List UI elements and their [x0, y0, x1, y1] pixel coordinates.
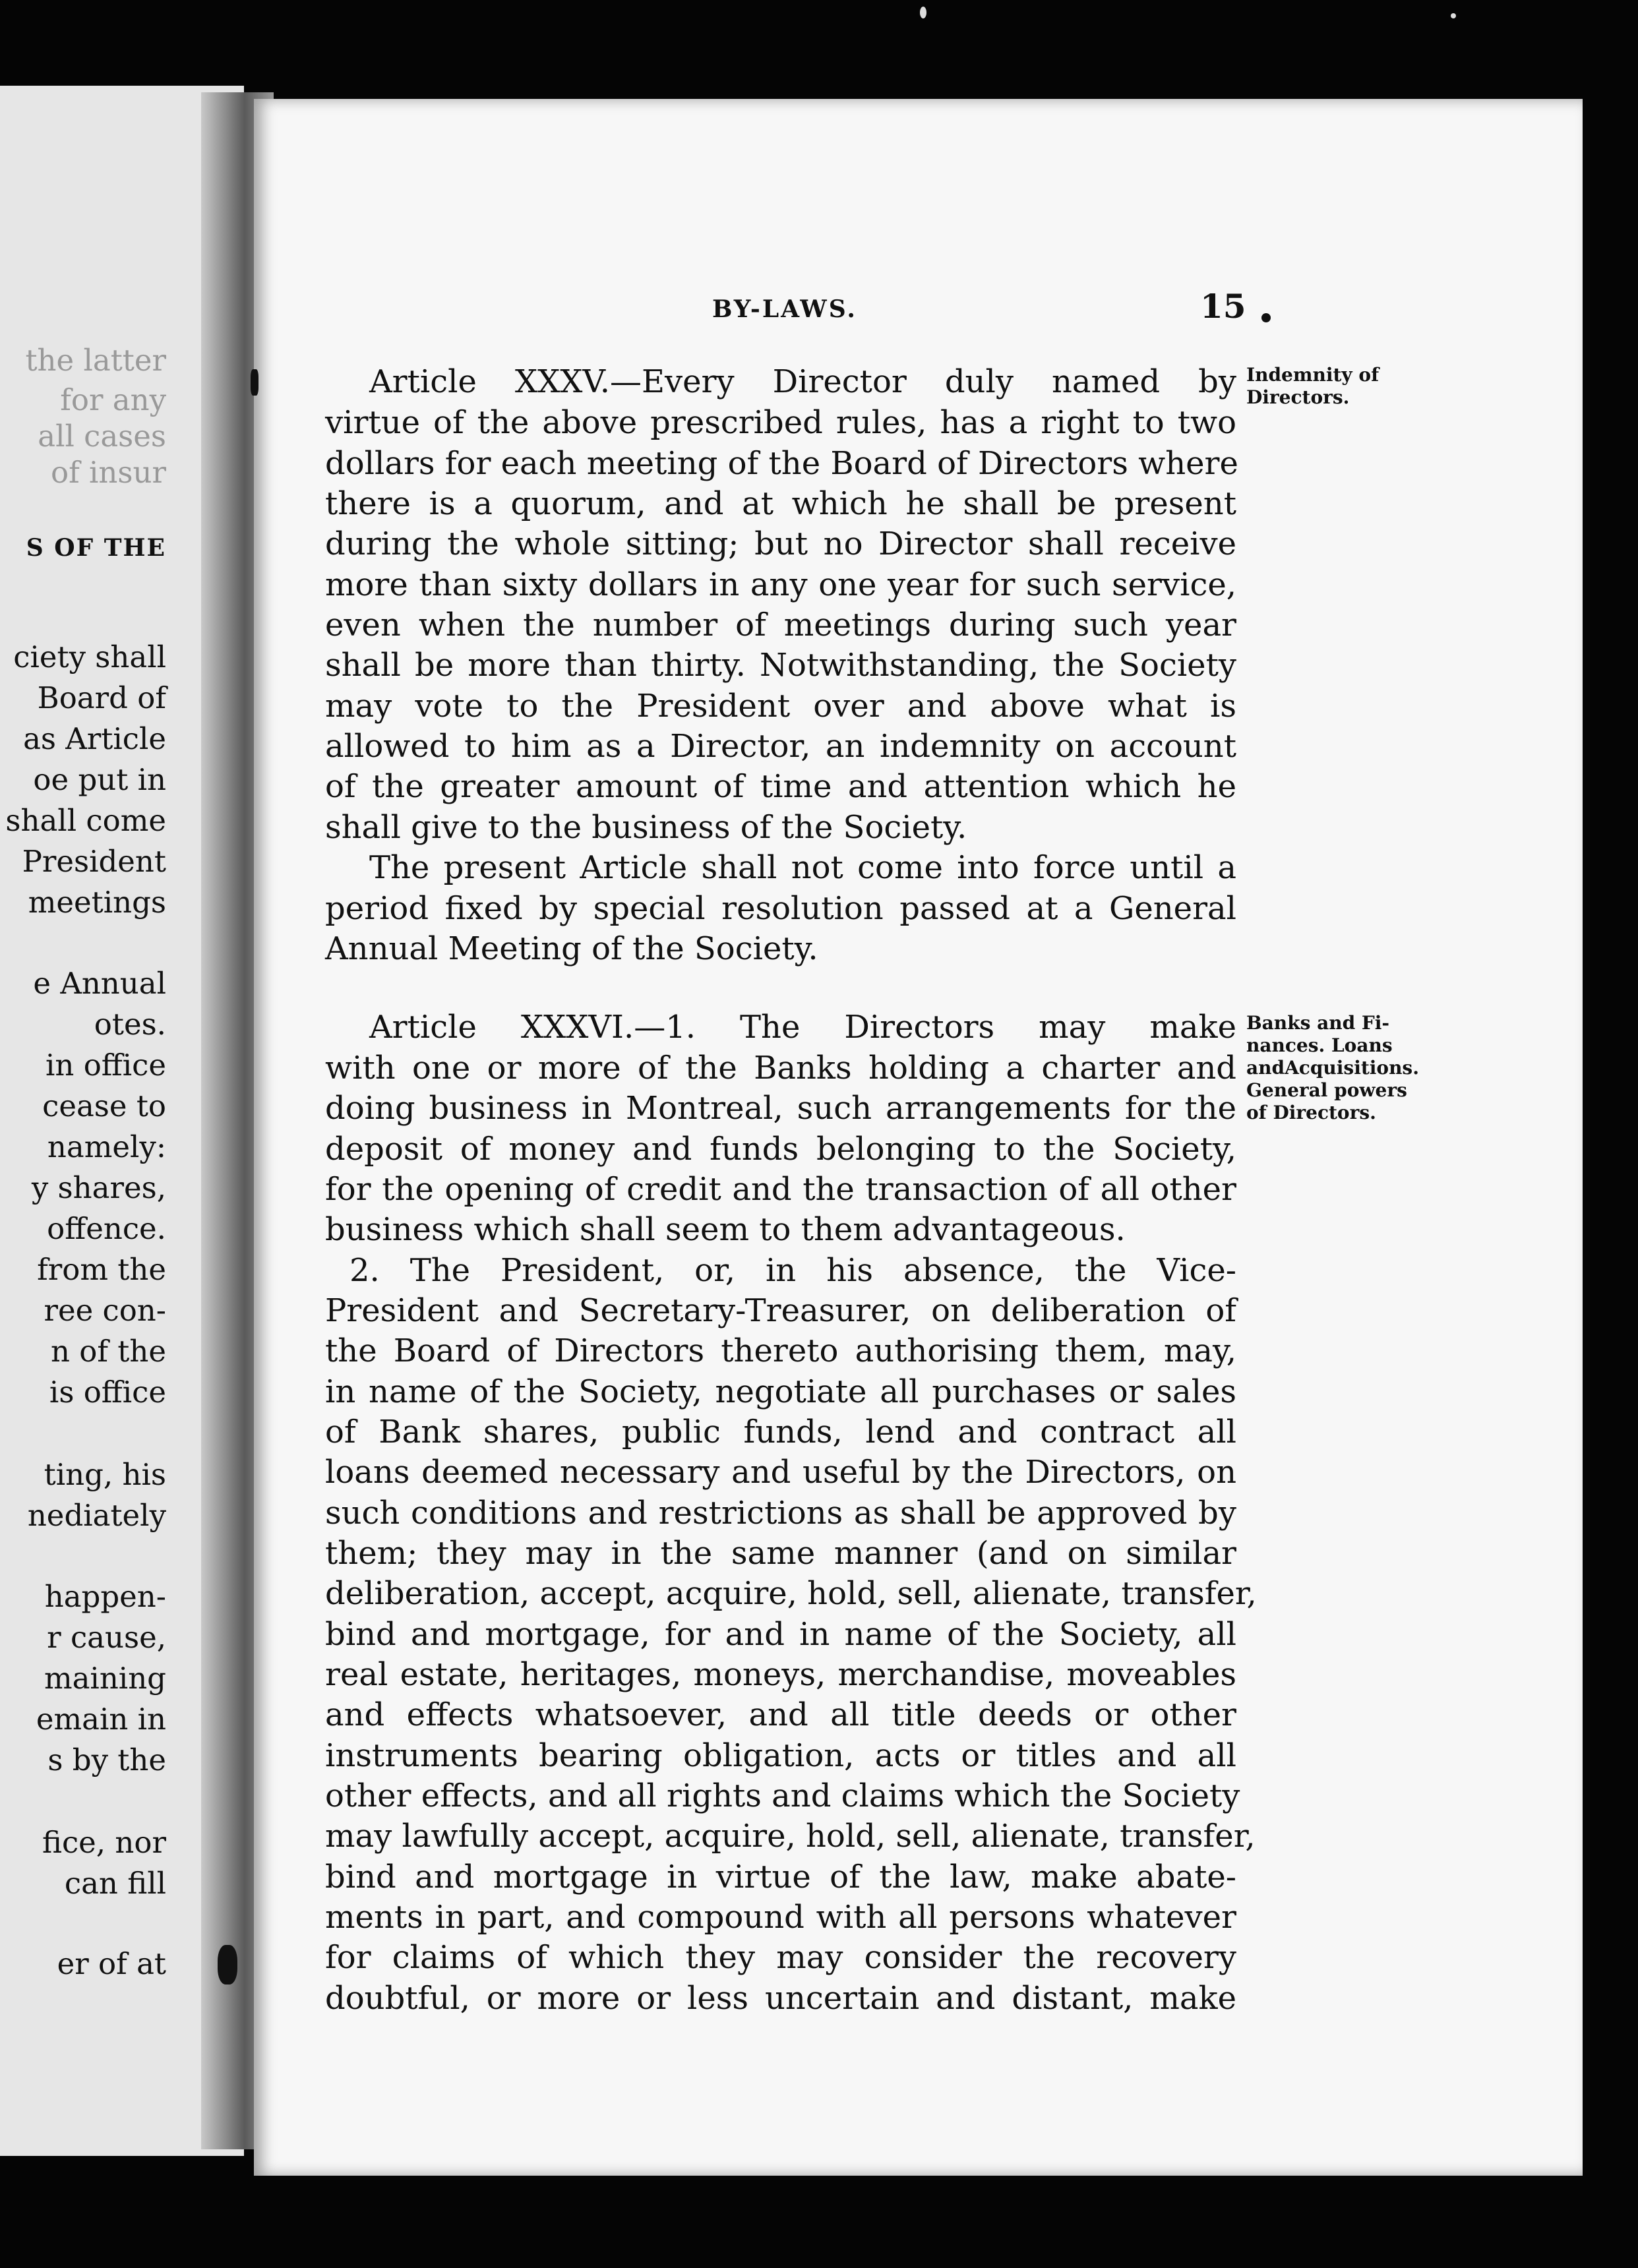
facing-line: ciety shall [13, 640, 166, 674]
article-36-line: loans deemed necessary and useful by the Directors, on [325, 1454, 1236, 1491]
facing-line: happen- [44, 1579, 166, 1614]
article-36-line: real estate, heritages, moneys, merchandise, moveables [325, 1656, 1236, 1693]
article-35-line: dollars for each meeting of the Board of Directors where [325, 445, 1238, 482]
article-35-line: shall give to the business of the Society. [325, 809, 967, 846]
marginal-note-line: General powers [1246, 1079, 1407, 1101]
facing-line: r cause, [47, 1620, 166, 1655]
article-35-line: allowed to him as a Director, an indemnity on account [325, 728, 1236, 765]
facing-line: shall come [5, 803, 166, 838]
marginal-note-line: Directors. [1246, 386, 1350, 408]
article-36-line: with one or more of the Banks holding a charter and [325, 1050, 1236, 1087]
article-36-line: bind and mortgage in virtue of the law, make abate- [325, 1859, 1236, 1895]
article-35-line: The present Article shall not come into force until a [369, 849, 1236, 886]
article-36-line: business which shall seem to them advantageous. [325, 1211, 1126, 1248]
facing-line: ting, his [44, 1457, 166, 1492]
scan-speck [920, 7, 926, 18]
facing-line: the latter [25, 343, 166, 378]
page-number: 15 [1200, 287, 1246, 326]
article-36-line: Article XXXVI.—1. The Directors may make [369, 1009, 1236, 1046]
facing-line: is office [49, 1375, 166, 1410]
facing-line: n of the [50, 1334, 166, 1369]
facing-line: meetings [28, 885, 166, 920]
article-36-line: ments in part, and compound with all persons whatever [325, 1899, 1236, 1936]
facing-line: otes. [94, 1007, 166, 1042]
article-36-line: doing business in Montreal, such arrangements for the [325, 1090, 1236, 1127]
facing-line: fice, nor [42, 1825, 166, 1860]
article-36-line: 2. The President, or, in his absence, the Vice- [349, 1252, 1236, 1289]
article-36-line: for claims of which they may consider the recovery [325, 1939, 1236, 1976]
running-head: BY-LAWS. [712, 295, 857, 323]
article-36-line: and effects whatsoever, and all title deeds or other [325, 1696, 1236, 1733]
marginal-note-line: nances. Loans [1246, 1034, 1393, 1056]
facing-line: namely: [47, 1129, 166, 1164]
marginal-note-line: Indemnity of [1246, 364, 1380, 386]
article-36-line: the Board of Directors thereto authorising them, may, [325, 1332, 1236, 1369]
article-36-line: deposit of money and funds belonging to the Society, [325, 1131, 1236, 1168]
article-36-line: doubtful, or more or less uncertain and distant, make [325, 1980, 1236, 2017]
article-36-line: in name of the Society, negotiate all purchases or sales [325, 1373, 1236, 1410]
scan-speck [1451, 13, 1456, 18]
marginal-note-line: andAcquisitions. [1246, 1057, 1419, 1079]
facing-line: s by the [47, 1743, 166, 1777]
facing-line: for any [60, 382, 166, 417]
facing-line: cease to [42, 1089, 166, 1123]
facing-line: nediately [27, 1498, 166, 1533]
article-36-line: of Bank shares, public funds, lend and contract all [325, 1414, 1236, 1450]
article-35-line: of the greater amount of time and attention which he [325, 768, 1236, 805]
binding-mark [251, 369, 258, 396]
article-36-line: instruments bearing obligation, acts or titles and all [325, 1737, 1236, 1774]
article-36-line: may lawfully accept, acquire, hold, sell, alienate, transfer, [325, 1818, 1256, 1855]
article-36-line: other effects, and all rights and claims which the Society [325, 1777, 1240, 1814]
marginal-note-line: of Directors. [1246, 1102, 1376, 1123]
article-36-line: such conditions and restrictions as shall be approved by [325, 1495, 1236, 1532]
marginal-note-line: Banks and Fi- [1246, 1012, 1390, 1034]
facing-line: oe put in [33, 762, 166, 797]
article-35-line: virtue of the above prescribed rules, has a right to two [325, 404, 1236, 441]
marginal-note-indemnity [1246, 364, 1457, 409]
article-36-line: deliberation, accept, acquire, hold, sell, alienate, transfer, [325, 1575, 1257, 1612]
facing-line: Board of [37, 680, 166, 715]
facing-line: er of at [57, 1946, 166, 1981]
article-35-line: there is a quorum, and at which he shall be present [325, 485, 1236, 522]
facing-line: President [22, 844, 166, 879]
facing-line: e Annual [33, 966, 166, 1001]
facing-line: maining [44, 1661, 166, 1696]
article-35-line: period fixed by special resolution passed at a General [325, 890, 1236, 927]
article-36-line: for the opening of credit and the transaction of all other [325, 1171, 1236, 1208]
binding-mark [218, 1945, 237, 1984]
article-35-line: may vote to the President over and above what is [325, 688, 1236, 725]
facing-line: ree con- [44, 1293, 166, 1328]
article-36-line: them; they may in the same manner (and on similar [325, 1535, 1236, 1572]
facing-line: from the [37, 1252, 166, 1287]
facing-line: can fill [64, 1866, 166, 1901]
ink-speck [1261, 313, 1271, 322]
marginal-note-banks [1246, 1012, 1457, 1124]
facing-line: in office [46, 1048, 166, 1083]
article-35-line: during the whole sitting; but no Director shall receive [325, 525, 1236, 562]
facing-line: as Article [23, 721, 166, 756]
facing-line: of insur [50, 455, 166, 490]
facing-line: y shares, [31, 1170, 166, 1205]
article-36-line: President and Secretary-Treasurer, on deliberation of [325, 1292, 1236, 1329]
facing-line: offence. [47, 1211, 166, 1246]
facing-heading: S OF THE [26, 534, 166, 562]
article-35-line: Annual Meeting of the Society. [325, 930, 818, 967]
article-35-line: more than sixty dollars in any one year for such service, [325, 566, 1236, 603]
facing-line: emain in [36, 1702, 166, 1737]
article-35-line: even when the number of meetings during such year [325, 607, 1236, 643]
article-35-line: shall be more than thirty. Notwithstanding, the Society [325, 647, 1236, 684]
article-35-line: Article XXXV.—Every Director duly named by [369, 363, 1236, 400]
article-36-line: bind and mortgage, for and in name of the Society, all [325, 1616, 1236, 1653]
facing-line: all cases [38, 419, 166, 454]
